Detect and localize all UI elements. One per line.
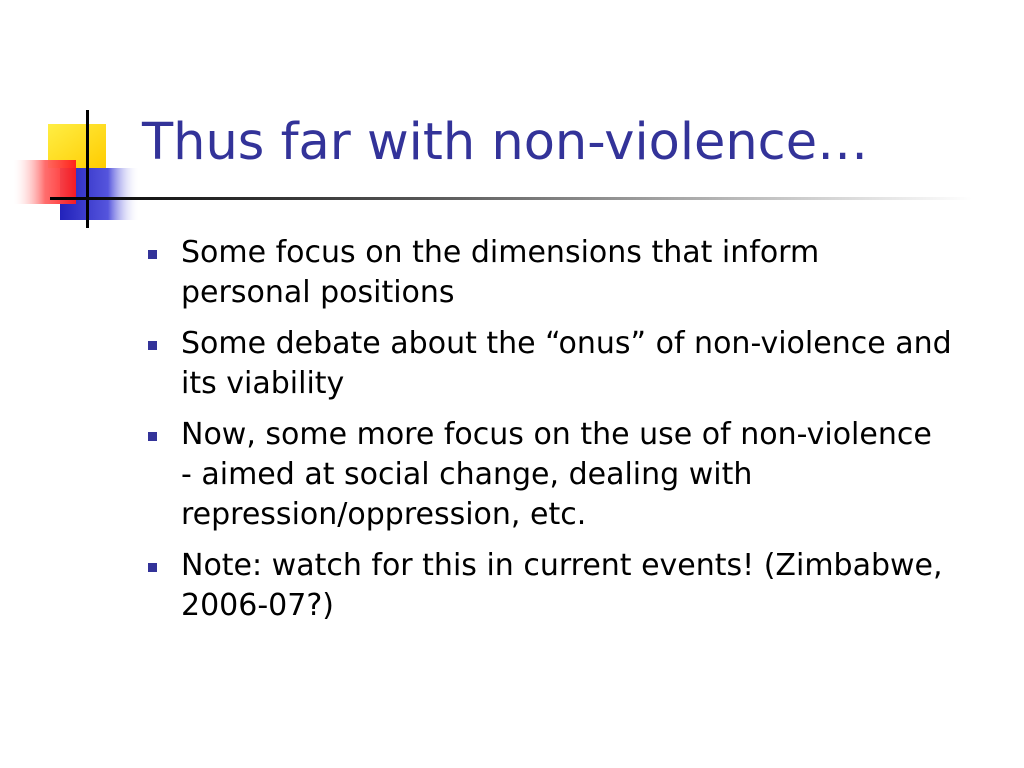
title-divider <box>52 197 972 200</box>
bullet-item <box>142 324 952 404</box>
squares-logo-icon <box>0 0 150 240</box>
bullet-text: Some focus on the dimensions that inform personal positions <box>181 235 820 310</box>
bullet-text: Now, some more focus on the use of non-violence - aimed at social change, dealing with repression/oppression, etc. <box>181 417 932 532</box>
square-bullet-icon <box>148 250 157 259</box>
bullet-text: Note: watch for this in current events! (Zimbabwe, 2006-07?) <box>181 548 943 623</box>
square-bullet-icon <box>148 432 157 441</box>
square-bullet-icon <box>148 563 157 572</box>
square-bullet-icon <box>148 341 157 350</box>
slide-title: Thus far with non-violence… <box>142 113 869 172</box>
bullet-item <box>142 415 952 535</box>
bullet-text: Some debate about the “onus” of non-violence and its viability <box>181 326 952 401</box>
bullet-item <box>142 233 952 313</box>
bullet-item <box>142 546 952 626</box>
bullet-list <box>142 233 952 637</box>
